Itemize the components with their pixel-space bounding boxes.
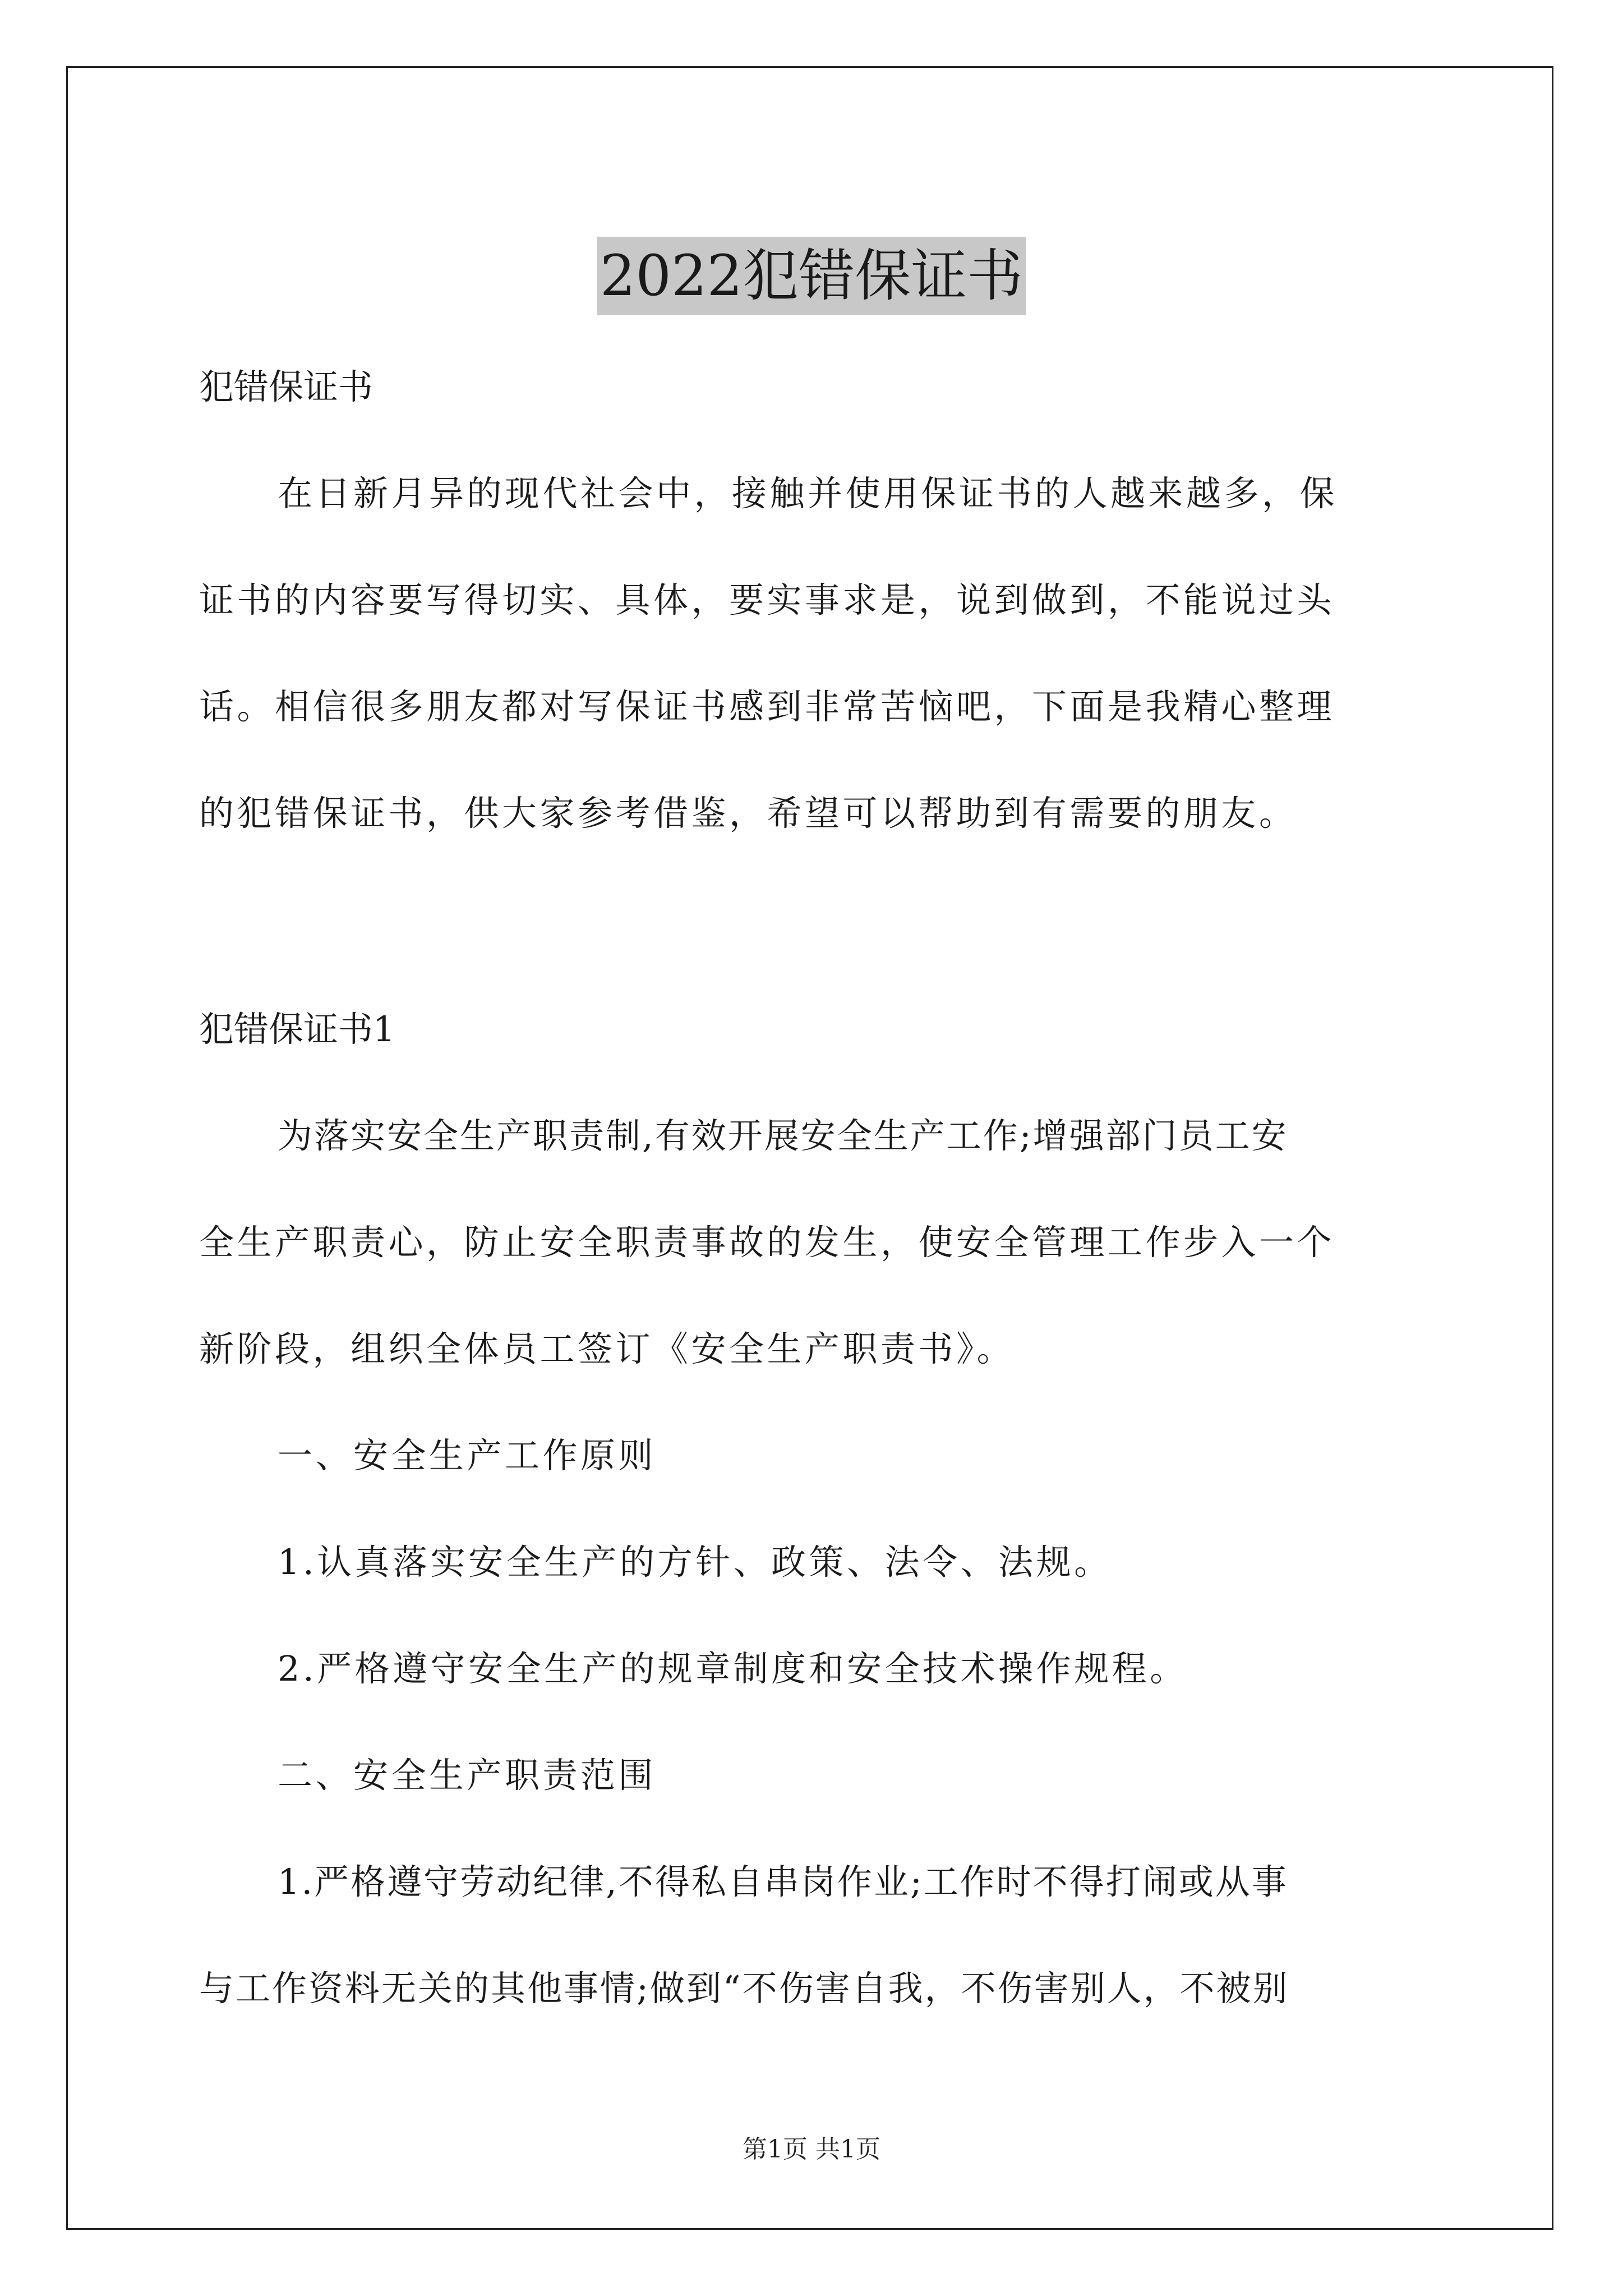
paragraph-line: 全生产职责心，防止安全职责事故的发生，使安全管理工作步入一个	[199, 1222, 1335, 1263]
subheading: 二、安全生产职责范围	[278, 1755, 657, 1796]
paragraph-line: 为落实安全生产职责制,有效开展安全生产工作;增强部门员工安	[278, 1115, 1288, 1156]
subheading: 一、安全生产工作原则	[278, 1435, 657, 1476]
section-heading: 犯错保证书	[199, 366, 374, 407]
paragraph-line: 证书的内容要写得切实、具体，要实事求是，说到做到，不能说过头	[199, 579, 1335, 620]
document-title: 2022犯错保证书	[597, 237, 1027, 315]
list-item: 1.认真落实安全生产的方针、政策、法令、法规。	[278, 1542, 1112, 1582]
title-container	[0, 199, 1623, 353]
paragraph-line: 的犯错保证书，供大家参考借鉴，希望可以帮助到有需要的朋友。	[199, 793, 1297, 834]
paragraph-line: 在日新月异的现代社会中，接触并使用保证书的人越来越多，保	[278, 473, 1338, 514]
section-heading: 犯错保证书1	[199, 1009, 395, 1050]
page-number: 第1页 共1页	[743, 2135, 880, 2164]
list-item: 2.严格遵守安全生产的规章制度和安全技术操作规程。	[278, 1648, 1188, 1689]
paragraph-line: 新阶段，组织全体员工签订《安全生产职责书》。	[199, 1328, 1015, 1369]
list-item: 1.严格遵守劳动纪律,不得私自串岗作业;工作时不得打闹或从事	[278, 1861, 1288, 1902]
paragraph-line: 与工作资料无关的其他事情;做到“不伤害自我，不伤害别人，不被别	[199, 1968, 1289, 2009]
paragraph-line: 话。相信很多朋友都对写保证书感到非常苦恼吧，下面是我精心整理	[199, 686, 1335, 727]
